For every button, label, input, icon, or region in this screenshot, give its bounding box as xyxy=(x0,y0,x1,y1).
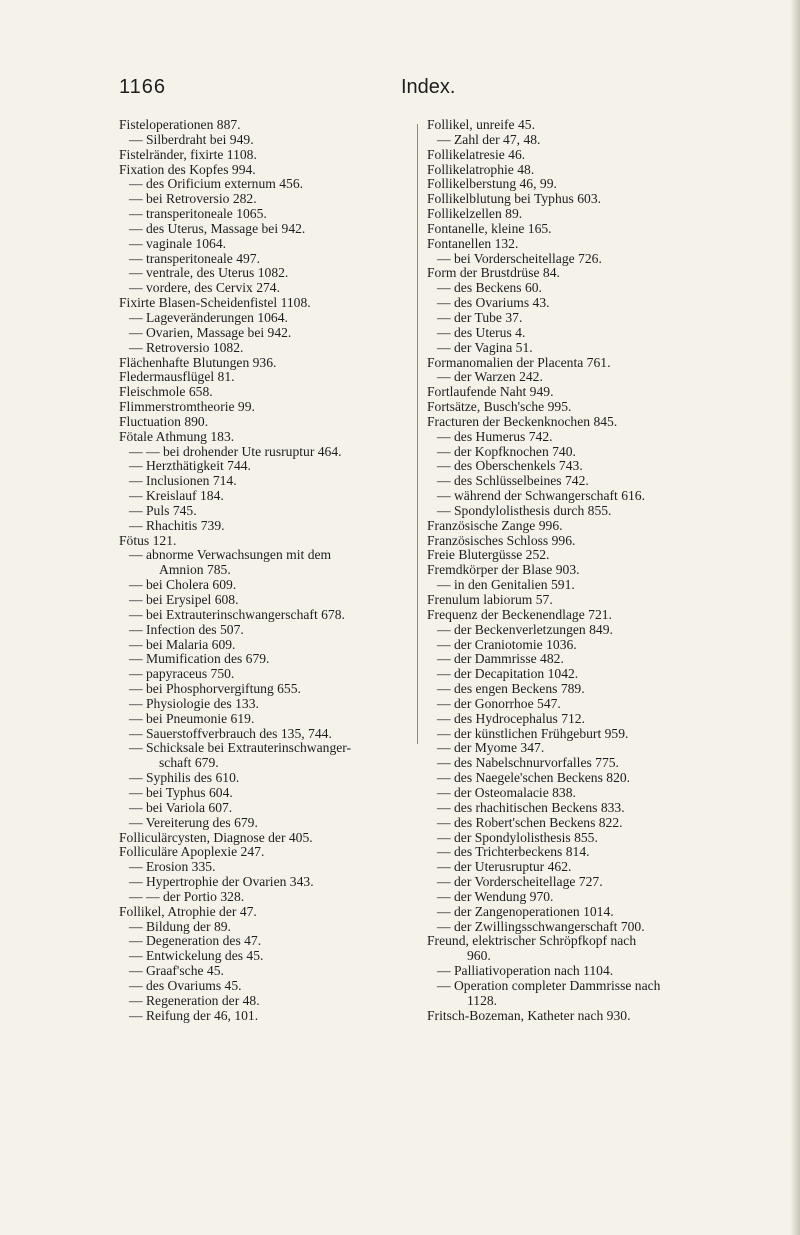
index-entry: — Infection des 507. xyxy=(129,621,244,637)
index-entry: — Herzthätigkeit 744. xyxy=(129,458,251,474)
index-entry: — der Myome 347. xyxy=(437,740,545,756)
index-entry: — bei Phosphorvergiftung 655. xyxy=(129,681,301,697)
index-entry: — Rhachitis 739. xyxy=(129,517,225,533)
index-entry: — Mumification des 679. xyxy=(129,651,270,667)
index-entry: — Entwickelung des 45. xyxy=(129,948,264,964)
index-entry: Follikelblutung bei Typhus 603. xyxy=(427,191,602,207)
index-entry: — der Zangenoperationen 1014. xyxy=(437,903,614,919)
index-entry: Fötale Athmung 183. xyxy=(119,428,235,444)
index-entry: Fluctuation 890. xyxy=(119,413,209,429)
index-entry: — — der Portio 328. xyxy=(129,888,245,904)
index-entry: Fremdkörper der Blase 903. xyxy=(427,562,580,578)
index-entry: Fledermausflügel 81. xyxy=(119,369,235,385)
index-entry: Folliculäre Apoplexie 247. xyxy=(119,844,265,860)
index-entry: Flächenhafte Blutungen 936. xyxy=(119,354,277,370)
index-entry: — der Uterusruptur 462. xyxy=(437,859,572,875)
index-entry: — Operation completer Dammrisse nach xyxy=(437,977,661,993)
index-entry: — während der Schwangerschaft 616. xyxy=(437,488,645,504)
index-entry: — bei Cholera 609. xyxy=(129,577,237,593)
index-entry: — des Orificium externum 456. xyxy=(129,176,304,192)
index-entry: — der Decapitation 1042. xyxy=(437,666,579,682)
index-entry: — Bildung der 89. xyxy=(129,918,231,934)
index-entry: — Reifung der 46, 101. xyxy=(129,1007,259,1023)
index-entry: — des Schlüsselbeines 742. xyxy=(437,473,589,489)
page-number: 1166 xyxy=(119,76,167,98)
index-entry: — der Spondylolisthesis 855. xyxy=(437,829,598,845)
index-entry: Follikelzellen 89. xyxy=(427,206,523,222)
index-entry: Fortsätze, Busch'sche 995. xyxy=(427,399,572,415)
page-edge-shadow xyxy=(790,0,800,1235)
index-entry: Follikelatrophie 48. xyxy=(427,161,535,177)
index-entry: Frequenz der Beckenendlage 721. xyxy=(427,606,612,622)
index-entry: — des Oberschenkels 743. xyxy=(437,458,583,474)
index-entry: Fontanelle, kleine 165. xyxy=(427,220,552,236)
index-column-right xyxy=(427,118,739,1023)
index-entry: — Silberdraht bei 949. xyxy=(129,131,254,147)
index-entry: 960. xyxy=(467,948,491,964)
index-entry: — des Uterus 4. xyxy=(437,324,526,340)
index-entry: — der künstlichen Frühgeburt 959. xyxy=(437,725,629,741)
index-entry: — der Tube 37. xyxy=(437,309,523,325)
index-entry: Fixirte Blasen-Scheidenfistel 1108. xyxy=(119,295,311,311)
index-entry: Freie Blutergüsse 252. xyxy=(427,547,550,563)
index-entry: — der Wendung 970. xyxy=(437,888,554,904)
index-entry: — Degeneration des 47. xyxy=(129,933,262,949)
index-entry: Form der Brustdrüse 84. xyxy=(427,265,560,281)
index-entry: — der Craniotomie 1036. xyxy=(437,636,577,652)
index-entry: — des Ovariums 43. xyxy=(437,295,550,311)
index-entry: — Syphilis des 610. xyxy=(129,770,240,786)
index-entry: — des Ovariums 45. xyxy=(129,977,242,993)
index-entry: — des Humerus 742. xyxy=(437,428,553,444)
index-entry: — des Nabelschnurvorfalles 775. xyxy=(437,755,619,771)
index-entry: Folliculärcysten, Diagnose der 405. xyxy=(119,829,313,845)
index-entry: — bei Variola 607. xyxy=(129,799,233,815)
index-entry: — papyraceus 750. xyxy=(129,666,235,682)
index-entry: — ventrale, des Uterus 1082. xyxy=(129,265,289,281)
index-entry: Fortlaufende Naht 949. xyxy=(427,384,554,400)
index-entry: — der Gonorrhoe 547. xyxy=(437,695,561,711)
index-entry: Follikelberstung 46, 99. xyxy=(427,176,557,192)
index-entry: — der Warzen 242. xyxy=(437,369,543,385)
index-entry: — vaginale 1064. xyxy=(129,235,227,251)
index-entry: — bei Pneumonie 619. xyxy=(129,710,255,726)
index-entry: — — bei drohender Ute rusruptur 464. xyxy=(129,443,342,459)
index-entry: — bei Extrauterinschwangerschaft 678. xyxy=(129,606,345,622)
index-entry: Follikelatresie 46. xyxy=(427,146,526,162)
index-entry: — der Zwillingsschwangerschaft 700. xyxy=(437,918,645,934)
index-entry: — Erosion 335. xyxy=(129,859,216,875)
index-entry: — Hypertrophie der Ovarien 343. xyxy=(129,874,314,890)
index-entry: Amnion 785. xyxy=(159,562,231,578)
index-entry: — Vereiterung des 679. xyxy=(129,814,258,830)
column-divider xyxy=(417,124,418,744)
index-entry: — der Beckenverletzungen 849. xyxy=(437,621,613,637)
index-entry: Fracturen der Beckenknochen 845. xyxy=(427,413,618,429)
index-entry: — Physiologie des 133. xyxy=(129,695,259,711)
index-entry: Formanomalien der Placenta 761. xyxy=(427,354,611,370)
index-entry: — des engen Beckens 789. xyxy=(437,681,585,697)
index-entry: — Zahl der 47, 48. xyxy=(437,131,541,147)
index-entry: — Spondylolisthesis durch 855. xyxy=(437,502,612,518)
index-entry: — Graaf'sche 45. xyxy=(129,963,224,979)
index-entry: — bei Typhus 604. xyxy=(129,784,233,800)
index-entry: — des Robert'schen Beckens 822. xyxy=(437,814,623,830)
index-entry: — bei Erysipel 608. xyxy=(129,592,239,607)
index-entry: Fötus 121. xyxy=(119,532,177,548)
index-entry: — Palliativoperation nach 1104. xyxy=(437,963,614,979)
index-entry: schaft 679. xyxy=(159,755,219,771)
index-entry: — Lageveränderungen 1064. xyxy=(129,309,288,325)
index-entry: — des Naegele'schen Beckens 820. xyxy=(437,770,631,786)
index-entry: — bei Malaria 609. xyxy=(129,636,236,652)
index-entry: Flimmerstromtheorie 99. xyxy=(119,399,255,415)
index-entry: Fistelränder, fixirte 1108. xyxy=(119,146,257,162)
index-entry: — vordere, des Cervix 274. xyxy=(129,280,281,296)
index-entry: 1128. xyxy=(467,992,498,1008)
index-entry: — des Beckens 60. xyxy=(437,280,542,296)
index-entry: — Inclusionen 714. xyxy=(129,473,237,489)
index-entry: — des Trichterbeckens 814. xyxy=(437,844,590,860)
index-entry: Fritsch-Bozeman, Katheter nach 930. xyxy=(427,1007,631,1023)
index-entry: — Ovarien, Massage bei 942. xyxy=(129,324,292,340)
page-title: Index. xyxy=(401,76,456,98)
index-column-left xyxy=(119,118,411,1023)
index-entry: — der Vorderscheitellage 727. xyxy=(437,874,603,890)
index-entry: Französisches Schloss 996. xyxy=(427,532,576,548)
index-entry: — in den Genitalien 591. xyxy=(437,577,575,593)
index-entry: — bei Retroversio 282. xyxy=(129,191,257,207)
page-header xyxy=(119,76,739,100)
index-entry: — transperitoneale 497. xyxy=(129,250,260,266)
index-entry: — des Hydrocephalus 712. xyxy=(437,710,585,726)
index-entry: Follikel, unreife 45. xyxy=(427,117,535,132)
index-entry: — Schicksale bei Extrauterinschwanger- xyxy=(129,740,352,756)
index-entry: — bei Vorderscheitellage 726. xyxy=(437,250,602,266)
index-entry: Fixation des Kopfes 994. xyxy=(119,161,256,177)
index-entry: Fisteloperationen 887. xyxy=(119,117,241,132)
index-entry: Fontanellen 132. xyxy=(427,235,519,251)
index-entry: — der Vagina 51. xyxy=(437,339,533,355)
index-entry: Französische Zange 996. xyxy=(427,517,563,533)
index-entry: Fleischmole 658. xyxy=(119,384,213,400)
index-entry: — der Osteomalacie 838. xyxy=(437,784,576,800)
index-entry: — Sauerstoffverbrauch des 135, 744. xyxy=(129,725,332,741)
index-entry: — Retroversio 1082. xyxy=(129,339,244,355)
index-entry: Frenulum labiorum 57. xyxy=(427,592,553,607)
index-entry: — der Kopfknochen 740. xyxy=(437,443,576,459)
index-entry: — transperitoneale 1065. xyxy=(129,206,267,222)
index-entry: — Puls 745. xyxy=(129,502,197,518)
index-entry: — Regeneration der 48. xyxy=(129,992,260,1008)
index-entry: Follikel, Atrophie der 47. xyxy=(119,903,257,919)
index-entry: — abnorme Verwachsungen mit dem xyxy=(129,547,332,563)
index-entry: Freund, elektrischer Schröpfkopf nach xyxy=(427,933,637,949)
index-entry: — des Uterus, Massage bei 942. xyxy=(129,220,306,236)
index-entry: — Kreislauf 184. xyxy=(129,488,224,504)
index-entry: — der Dammrisse 482. xyxy=(437,651,564,667)
index-entry: — des rhachitischen Beckens 833. xyxy=(437,799,625,815)
